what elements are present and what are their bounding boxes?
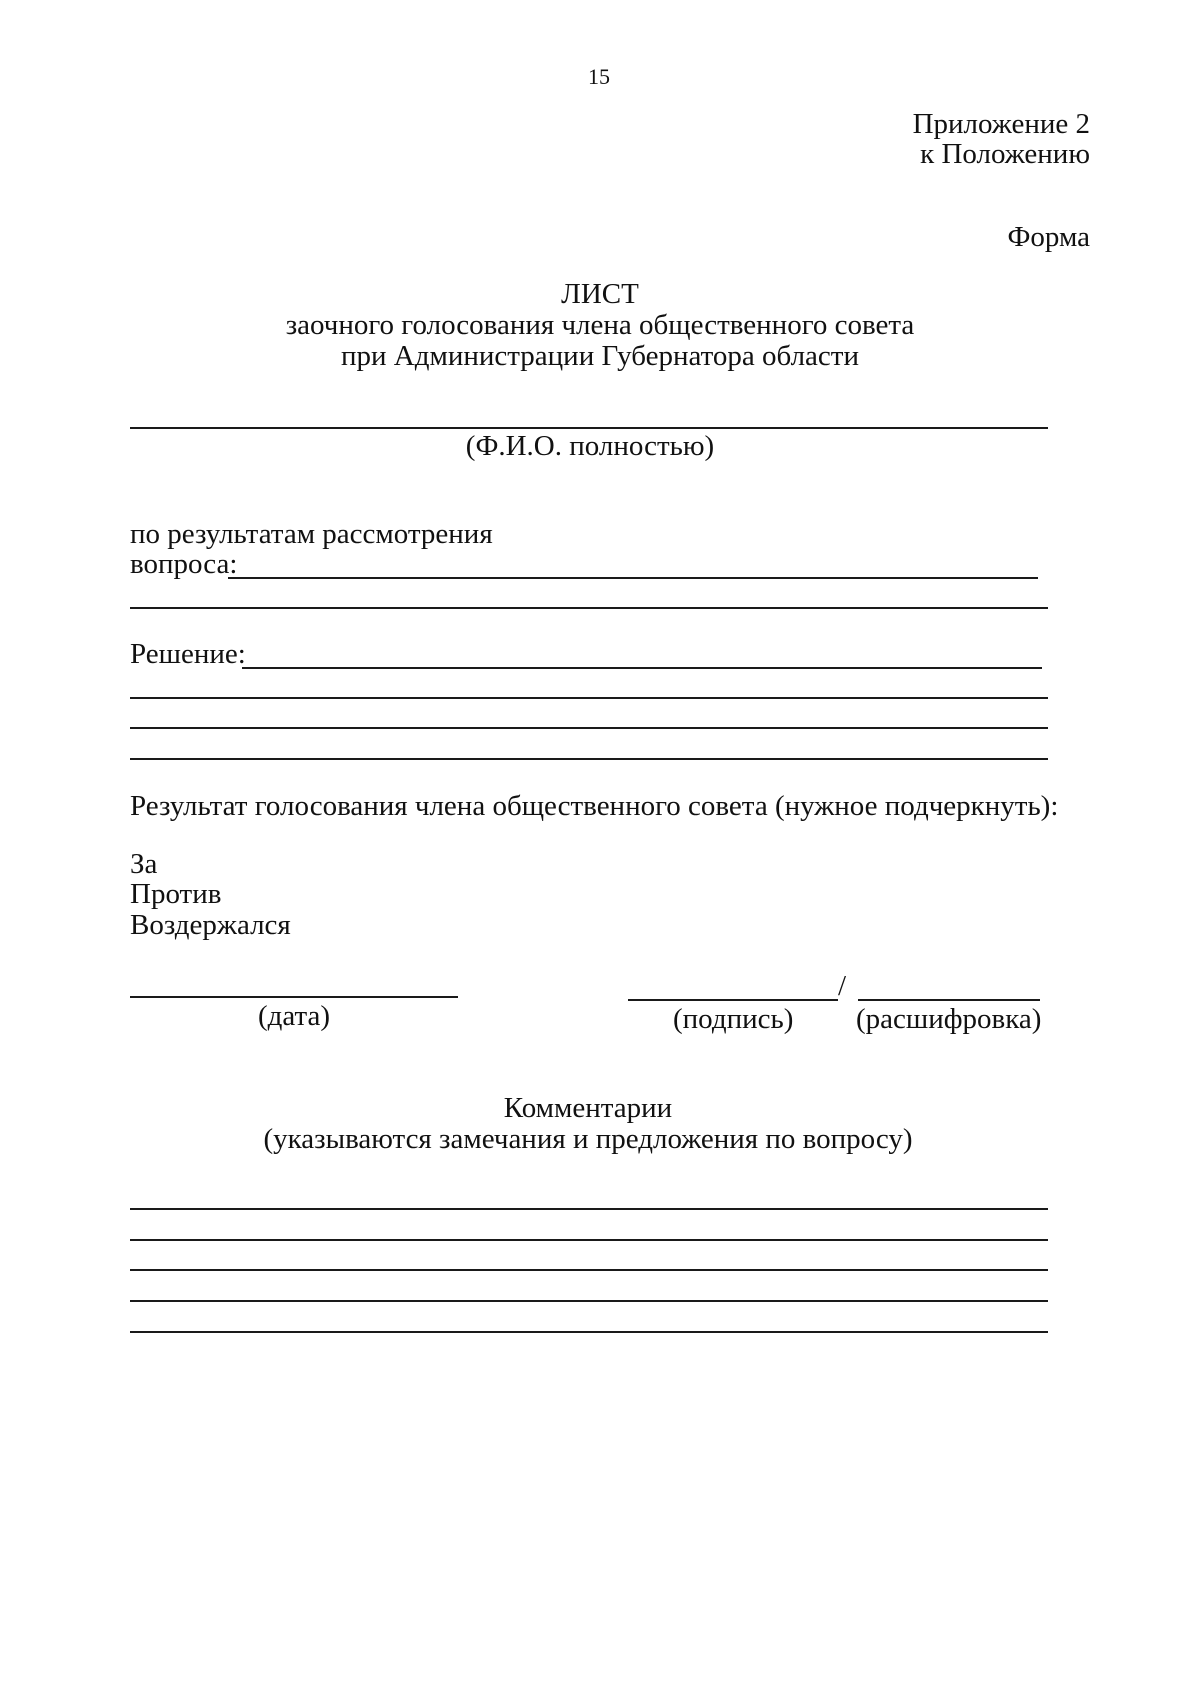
- comments-field-line-5[interactable]: [130, 1331, 1048, 1333]
- comments-field-line-2[interactable]: [130, 1239, 1048, 1241]
- fio-field-line[interactable]: [130, 427, 1048, 429]
- comments-field-line-3[interactable]: [130, 1269, 1048, 1271]
- vote-option-for[interactable]: За: [130, 848, 158, 880]
- decode-caption: (расшифровка): [856, 1003, 1042, 1035]
- form-label: Форма: [1007, 221, 1090, 253]
- comments-field-line-1[interactable]: [130, 1208, 1048, 1210]
- vote-option-abstain[interactable]: Воздержался: [130, 909, 291, 941]
- decision-label: Решение:: [130, 638, 246, 670]
- document-subtitle-1: заочного голосования члена общественного совета: [285, 309, 915, 341]
- comments-title: Комментарии: [503, 1092, 673, 1124]
- appendix-line-2: к Положению: [920, 138, 1090, 170]
- vote-prompt: Результат голосования члена общественного совета (нужное подчеркнуть):: [130, 790, 1059, 822]
- decision-field-line-2[interactable]: [130, 697, 1048, 699]
- decision-field-line-1[interactable]: [242, 667, 1042, 669]
- question-intro: по результатам рассмотрения: [130, 518, 493, 550]
- date-caption: (дата): [258, 1000, 331, 1032]
- vote-option-against[interactable]: Против: [130, 878, 222, 910]
- signature-caption: (подпись): [673, 1003, 794, 1035]
- appendix-line-1: Приложение 2: [912, 108, 1090, 140]
- question-field-line-1[interactable]: [228, 577, 1038, 579]
- document-subtitle-2: при Администрации Губернатора области: [341, 340, 859, 372]
- comments-field-line-4[interactable]: [130, 1300, 1048, 1302]
- document-title: ЛИСТ: [561, 278, 639, 310]
- decode-field-line[interactable]: [858, 999, 1040, 1001]
- date-field-line[interactable]: [130, 996, 458, 998]
- fio-caption: (Ф.И.О. полностью): [465, 430, 715, 462]
- decision-field-line-3[interactable]: [130, 727, 1048, 729]
- signature-slash: /: [838, 970, 847, 1002]
- page-number: 15: [588, 64, 610, 89]
- decision-field-line-4[interactable]: [130, 758, 1048, 760]
- comments-subtitle: (указываются замечания и предложения по вопросу): [263, 1123, 913, 1155]
- question-field-line-2[interactable]: [130, 607, 1048, 609]
- signature-field-line[interactable]: [628, 999, 838, 1001]
- question-label: вопроса:: [130, 548, 238, 580]
